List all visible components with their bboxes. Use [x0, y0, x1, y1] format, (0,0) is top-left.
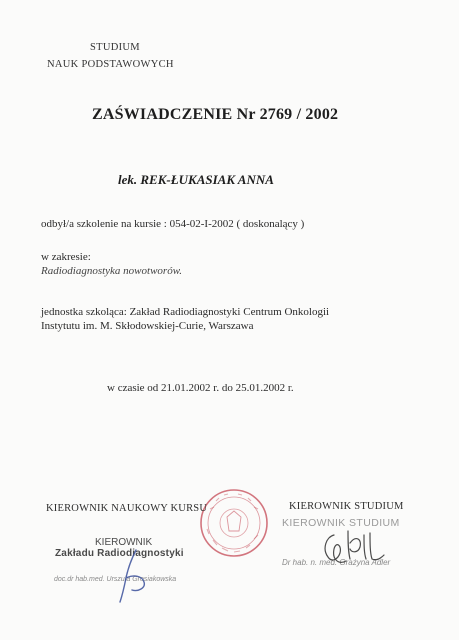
round-seal-stamp [198, 487, 270, 559]
recipient-name: lek. REK-ŁUKASIAK ANNA [118, 172, 274, 187]
dates-line: w czasie od 21.01.2002 r. do 25.01.2002 r. [107, 382, 294, 394]
right-signature-title: KIEROWNIK STUDIUM [289, 501, 404, 512]
left-stamp-line-2: Zakładu Radiodiagnostyki [55, 548, 184, 559]
scope-label: w zakresie: [41, 251, 91, 263]
right-stamp-line: KIEROWNIK STUDIUM [282, 517, 400, 529]
left-signatory-name: doc.dr hab.med. Urszula Grosiakowska [54, 576, 177, 583]
scope-value: Radiodiagnostyka nowotworów. [41, 265, 182, 277]
left-stamp-line-1: KIEROWNIK [95, 537, 153, 548]
left-handwritten-signature [108, 548, 158, 604]
course-line: odbył/a szkolenie na kursie : 054-02-I-2002 ( doskonalący ) [41, 218, 305, 230]
right-handwritten-signature [318, 525, 388, 567]
left-signature-title: KIEROWNIK NAUKOWY KURSU [46, 503, 208, 514]
unit-line-1: jednostka szkoląca: Zakład Radiodiagnostyki Centrum Onkologii [41, 306, 330, 318]
header-line-1: STUDIUM [90, 42, 140, 53]
right-signatory-name: Dr hab. n. med. Grażyna Adler [282, 558, 391, 567]
unit-line-2: Instytutu im. M. Skłodowskiej-Curie, Warszawa [41, 320, 254, 332]
header-line-2: NAUK PODSTAWOWYCH [47, 59, 174, 70]
document-title: ZAŚWIADCZENIE Nr 2769 / 2002 [92, 106, 339, 123]
